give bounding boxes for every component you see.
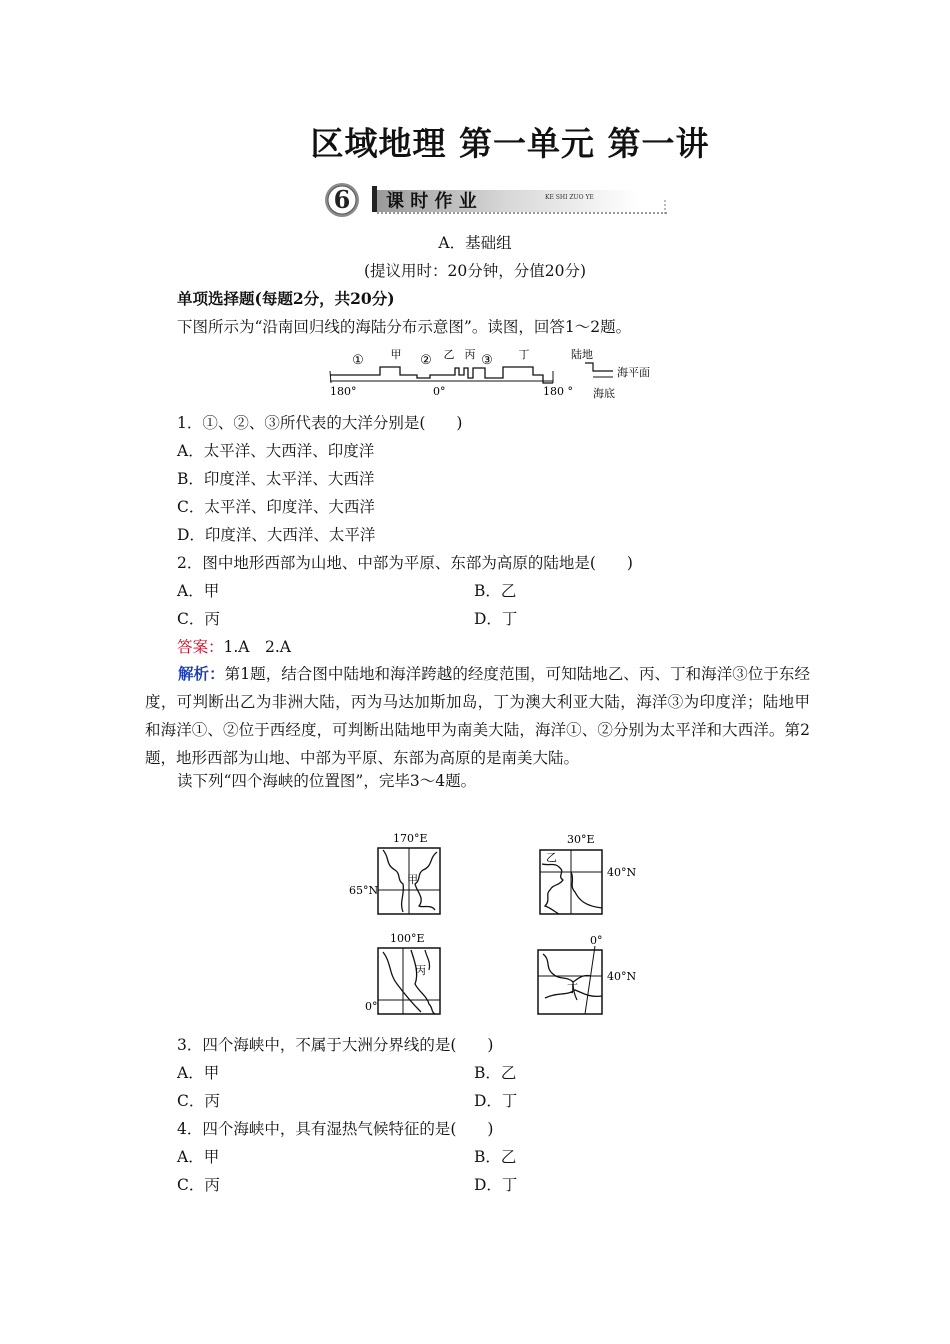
- label-ocean-3: ③: [481, 353, 493, 368]
- label-land-ding: 丁: [518, 348, 530, 361]
- strait-map-ding: [538, 934, 636, 1014]
- analysis-label: 解析：: [178, 664, 225, 683]
- q1-option-b: B．印度洋、太平洋、大西洋: [177, 470, 375, 488]
- answer-line: [177, 637, 291, 657]
- q4-option-d: D．丁: [474, 1176, 518, 1194]
- banner-sub: KE SHI ZUO YE: [545, 194, 594, 201]
- q3-option-d: D．丁: [474, 1092, 518, 1110]
- q1-stem: 1．①、②、③所代表的大洋分别是( ): [177, 414, 463, 432]
- intro-text-2: 读下列“四个海峡的位置图”，完毕3～4题。: [177, 772, 477, 790]
- homework-banner: [322, 180, 667, 218]
- q3-option-a: A．甲: [177, 1064, 220, 1082]
- q4-stem: 4．四个海峡中，具有湿热气候特征的是( ): [177, 1120, 494, 1138]
- banner-number: 6: [333, 185, 351, 214]
- q2-option-a: A．甲: [177, 582, 220, 600]
- q2-option-b: B．乙: [474, 582, 517, 600]
- strait-map-jia: [349, 832, 440, 914]
- map3-mark: 丙: [415, 964, 426, 977]
- label-land-yi: 乙: [443, 348, 455, 361]
- label-land-bing: 丙: [464, 348, 476, 361]
- strait-map-yi: [540, 833, 636, 914]
- map3-lon: 100°E: [390, 932, 425, 945]
- label-lon-left: 180°: [330, 385, 357, 398]
- map2-lat: 40°N: [607, 866, 637, 879]
- question-type: 单项选择题(每题2分，共20分): [177, 289, 395, 308]
- map3-lat: 0°: [365, 1000, 378, 1013]
- legend-sea-level: 海平面: [617, 366, 650, 379]
- page-title: 区域地理 第一单元 第一讲: [310, 124, 710, 163]
- q2-stem: 2．图中地形西部为山地、中部为平原、东部为高原的陆地是( ): [177, 554, 633, 572]
- q2-option-c: C．丙: [177, 610, 220, 628]
- q2-option-d: D．丁: [474, 610, 518, 628]
- banner-label: 课 时 作 业: [386, 191, 477, 212]
- section-heading: A．基础组: [438, 234, 512, 252]
- map2-mark: 乙: [546, 851, 557, 864]
- q3-option-c: C．丙: [177, 1092, 220, 1110]
- intro-text-1: 下图所示为“沿南回归线的海陆分布示意图”。读图，回答1～2题。: [177, 318, 632, 336]
- q1-option-d: D．印度洋、大西洋、太平洋: [177, 526, 376, 544]
- land-sea-profile-figure: [325, 343, 660, 403]
- q4-option-a: A．甲: [177, 1148, 220, 1166]
- legend-land: 陆地: [571, 348, 593, 361]
- map4-lon: 0°: [590, 934, 603, 947]
- q4-option-b: B．乙: [474, 1148, 517, 1166]
- time-hint: (提议用时：20分钟，分值20分): [363, 262, 587, 280]
- label-lon-mid: 0°: [433, 385, 446, 398]
- q1-option-a: A．太平洋、大西洋、印度洋: [177, 442, 375, 460]
- answer-text: 1.A 2.A: [223, 638, 291, 656]
- map4-mark: 丁: [567, 982, 578, 995]
- map4-lat: 40°N: [607, 970, 637, 983]
- strait-map-bing: [365, 932, 440, 1014]
- label-lon-right: 180 °: [543, 385, 573, 398]
- legend-sea-bottom: 海底: [593, 387, 615, 400]
- label-ocean-2: ②: [420, 353, 432, 368]
- four-straits-figure: [345, 828, 645, 1023]
- analysis-text: 第1题，结合图中陆地和海洋跨越的经度范围，可知陆地乙、丙、丁和海洋③位于东经度，可判断出乙为非洲大陆，丙为马达加斯加岛，丁为澳大利亚大陆，海洋③为印度洋；陆地甲和海洋①、②位于西经度，可判断出陆地甲为南美大陆，海洋①、②分别为太平洋和大西洋。第2题，地形西部为山地、中部为平原、东部为高原的是南美大陆。: [145, 665, 810, 767]
- analysis-paragraph: [145, 660, 810, 772]
- label-land-jia: 甲: [390, 348, 402, 361]
- label-ocean-1: ①: [352, 353, 364, 368]
- map2-lon: 30°E: [567, 833, 595, 846]
- map1-lat: 65°N: [349, 884, 379, 897]
- q3-option-b: B．乙: [474, 1064, 517, 1082]
- q3-stem: 3．四个海峡中，不属于大洲分界线的是( ): [177, 1036, 494, 1054]
- map1-mark: 甲: [407, 873, 418, 886]
- map1-lon: 170°E: [393, 832, 428, 845]
- q1-option-c: C．太平洋、印度洋、大西洋: [177, 498, 375, 516]
- answer-label: 答案：: [177, 638, 224, 656]
- q4-option-c: C．丙: [177, 1176, 220, 1194]
